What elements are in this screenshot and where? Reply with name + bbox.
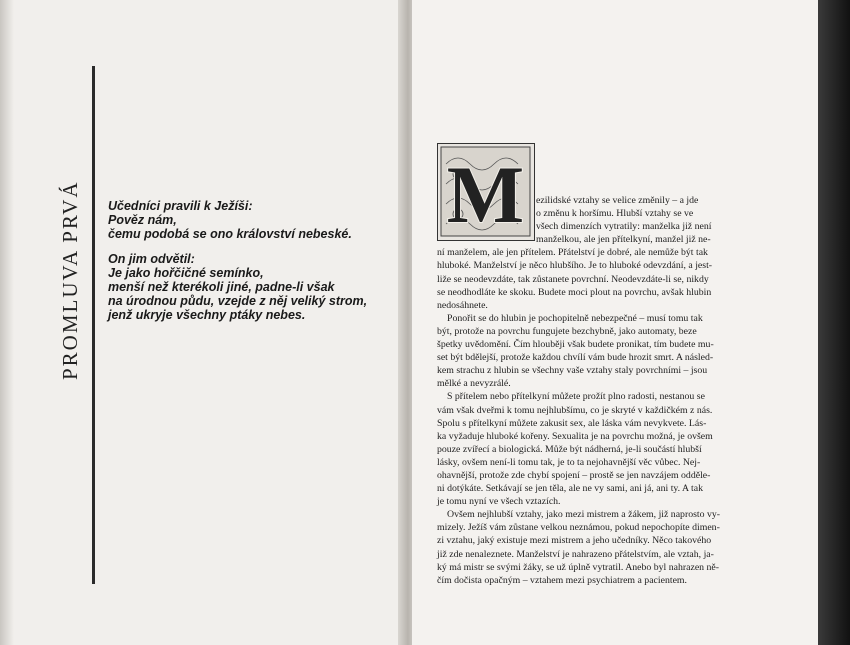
text-line: je tomu nyní ve všech vztazích. (437, 496, 561, 508)
text-line: manželkou, ale jen přítelkyní, manžel již ne- (536, 234, 711, 246)
text-line: vám však dveřmi k tomu nejhlubšímu, co je skryté v každičkém z nás. (437, 404, 713, 416)
text-line: se neodhodláte ke skoku. Budete moci plout na povrchu, avšak hlubin (437, 286, 712, 298)
svg-text:M: M (446, 149, 525, 239)
text-line: Ponořit se do hlubin je pochopitelně nebezpečné – musí tomu tak (447, 312, 703, 324)
text-line: čím dočista opačným – vztahem mezi psychiatrem a pacientem. (437, 574, 687, 586)
text-line: Ovšem nejhlubší vztahy, jako mezi mistrem a žákem, již naprosto vy- (447, 509, 721, 521)
page-edge-shadow (818, 0, 850, 645)
epigraph-line: On jim odvětil: (108, 252, 195, 266)
epigraph-spacer (108, 241, 398, 252)
vertical-rule (92, 66, 95, 584)
text-line: S přítelem nebo přítelkyní můžete prožít plno radosti, nestanou se (447, 391, 705, 403)
epigraph-line: jenž ukryje všechny ptáky nebes. (108, 308, 306, 322)
body-text (437, 194, 747, 587)
text-line: hluboké. Manželství je něco hlubšího. Je to hluboké odevzdání, a jest- (437, 260, 713, 272)
chapter-title: PROMLUVA PRVÁ (58, 180, 82, 380)
text-line: ka vyžaduje hluboké kořeny. Sexualita je na povrchu možná, je ovšem (437, 430, 713, 442)
text-line: již zde nenaleznete. Manželství je nahrazeno přátelstvím, ale vztah, ja- (437, 548, 714, 560)
text-line: ohavnější, protože zde chybí spojení – prostě se jen navzájem odděle- (437, 469, 711, 481)
text-line: ezilidské vztahy se velice změnily – a jde (536, 195, 699, 206)
text-line: nedosáhnete. (437, 299, 488, 311)
text-line: o změnu k horšímu. Hlubší vztahy se ve (536, 208, 694, 220)
text-line: lásky, ovšem není-li tomu tak, je to ta nejohavnější věc vůbec. Nej- (437, 456, 701, 468)
text-line: kem strachu z hlubin se všechny vaše vztahy staly povrchními – jsou (437, 365, 708, 377)
text-line: pouze zvířecí a biologická. Může být nádherná, je-li součástí hlubší (437, 443, 702, 455)
text-line: ni dotýkáte. Setkávají se jen těla, ale ne vy sami, ani já, ani ty. A tak (437, 483, 703, 495)
text-line: mělké a nevyzrálé. (437, 378, 511, 390)
text-line: ní manželem, ale jen přítelem. Přátelství je dobré, ale nemůže být tak (437, 247, 708, 259)
text-line: mizely. Ježíš vám zůstane velkou neznámou, pokud nepochopíte dimen- (437, 522, 720, 534)
text-line: liže se neodevzdáte, tak zůstanete povrchní. Neodevzdáte-li se, nikdy (437, 273, 709, 285)
text-line: všech dimenzích vytratily: manželka již není (536, 221, 712, 233)
text-line: set být bdělejší, protože každou chvílí vám bude hrozit smrt. A násled- (437, 352, 714, 364)
text-line: špetky uvědomění. Čím hlouběji však budete pronikat, tím budete mu- (437, 339, 714, 351)
text-line: zi vztahu, jaký existuje mezi mistrem a jeho učedníky. Něco takového (437, 535, 712, 547)
epigraph-line: menší než kterékoli jiné, padne-li však (108, 280, 335, 294)
epigraph (108, 199, 398, 322)
text-line: být, protože na povrchu fungujete bezchybně, jako automaty, beze (437, 325, 697, 337)
epigraph-line: na úrodnou půdu, vzejde z něj veliký strom, (108, 294, 368, 308)
epigraph-line: Učedníci pravili k Ježíši: (108, 199, 253, 213)
text-line: Spolu s přítelkyní můžete zakusit sex, ale láska vám nevykvete. Lás- (437, 417, 707, 429)
epigraph-line: Je jako hořčičné semínko, (108, 266, 264, 280)
text-line: ký má mistr se svými žáky, se už úplně vytratil. Anebo byl nahrazen ně- (437, 561, 720, 573)
epigraph-line: Pověz nám, (108, 213, 177, 227)
epigraph-line: čemu podobá se ono království nebeské. (108, 227, 352, 241)
